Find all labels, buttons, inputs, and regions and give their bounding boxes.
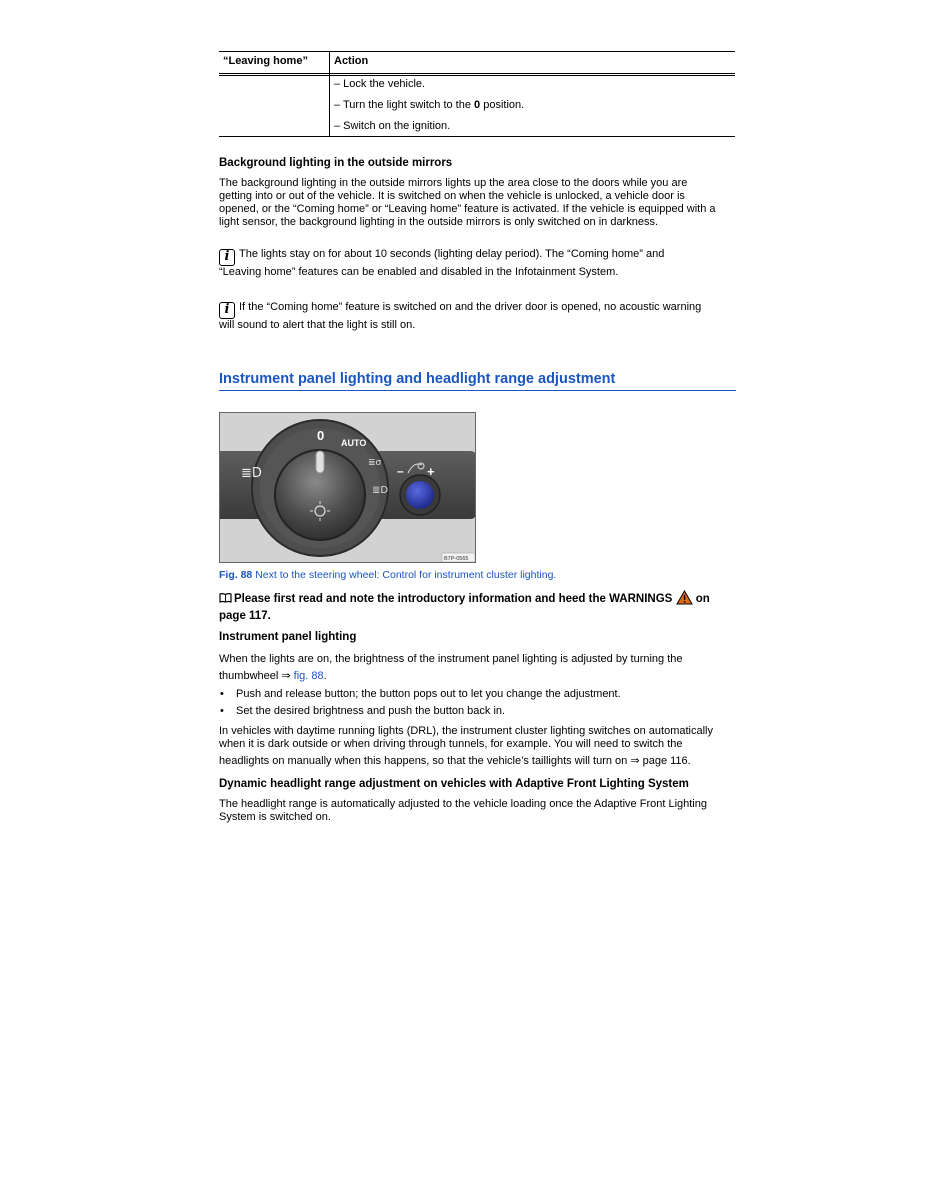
table-top-rule (219, 51, 735, 52)
section-title: Instrument panel lighting and headlight range adjustment (219, 371, 736, 391)
svg-text:–: – (397, 464, 404, 478)
svg-text:+: + (427, 464, 435, 479)
light-switch-illustration (220, 413, 476, 563)
table-bottom-rule (219, 136, 735, 137)
table-header-rule-2 (219, 75, 735, 76)
svg-text:AUTO: AUTO (341, 438, 367, 448)
list-item: • Push and release button; the button pops out to let you change the adjustment. (219, 688, 739, 701)
svg-text:0: 0 (317, 428, 325, 443)
table-header (219, 55, 735, 73)
info-icon: i (219, 249, 235, 266)
warning-triangle-icon (676, 590, 693, 609)
table-header-col1: “Leaving home” (223, 55, 308, 67)
svg-text:B7P-0565: B7P-0565 (444, 556, 469, 562)
svg-text:≣D: ≣D (241, 466, 262, 481)
table-row: – Switch on the ignition. (334, 120, 451, 132)
drl-paragraph: In vehicles with daytime running lights (DRL), the instrument cluster lighting switches on automatically when it is dark outside or when driving through tunnels, for example. You will need to switch the headlights on manually when this happens, so that the vehicle’s taillights will turn on ⇒ page 116. (219, 725, 713, 767)
table-column-divider (329, 51, 330, 136)
note-lighting-delay: i The lights stay on for about 10 seconds (lighting delay period). The “Coming home” and “Leaving home” features can be enabled and disabled in the Infotainment System. (219, 248, 665, 278)
svg-text:≣D: ≣D (372, 485, 389, 496)
instrument-paragraph: When the lights are on, the brightness of the instrument panel lighting is adjusted by turning the thumbwheel ⇒ fig. 88. (219, 653, 683, 682)
dynamic-heading: Dynamic headlight range adjustment on vehicles with Adaptive Front Lighting System (219, 778, 689, 790)
mirrors-paragraph: The background lighting in the outside mirrors lights up the area close to the doors while you are getting into or out of the vehicle. It is switched on when the vehicle is unlocked, a vehicle door is opened, or the “Coming home” or “Leaving home” feature is activated. If the vehicle is equipped with a light sensor, the background lighting in the outside mirrors is only switched on in darkness. (219, 177, 716, 228)
svg-text:≣σ: ≣σ (368, 458, 382, 468)
table-header-col2: Action (334, 55, 369, 67)
book-icon (219, 592, 232, 607)
figure-light-switch (219, 412, 476, 563)
fig-88-link[interactable]: fig. 88 (293, 670, 324, 682)
mirrors-heading: Background lighting in the outside mirrors (219, 157, 453, 169)
info-icon: i (219, 302, 235, 319)
table-header-rule (219, 73, 735, 74)
instrument-heading: Instrument panel lighting (219, 631, 357, 643)
table-row: – Turn the light switch to the 0 position. (334, 99, 525, 111)
table-row: – Lock the vehicle. (334, 78, 426, 90)
read-warnings-note: Please first read and note the introductory information and heed the WARNINGS on page 117. (219, 590, 739, 623)
leaving-home-table (219, 51, 735, 137)
note-acoustic-warning: i If the “Coming home” feature is switched on and the driver door is opened, no acoustic warning will sound to alert that the light is still on. (219, 301, 702, 331)
instrument-bullets (219, 688, 739, 718)
list-item: • Set the desired brightness and push the button back in. (219, 705, 739, 718)
dynamic-paragraph: The headlight range is automatically adjusted to the vehicle loading once the Adaptive Front Lighting System is switched on. (219, 798, 707, 823)
figure-caption: Fig. 88 Next to the steering wheel: Control for instrument cluster lighting. (219, 569, 557, 581)
